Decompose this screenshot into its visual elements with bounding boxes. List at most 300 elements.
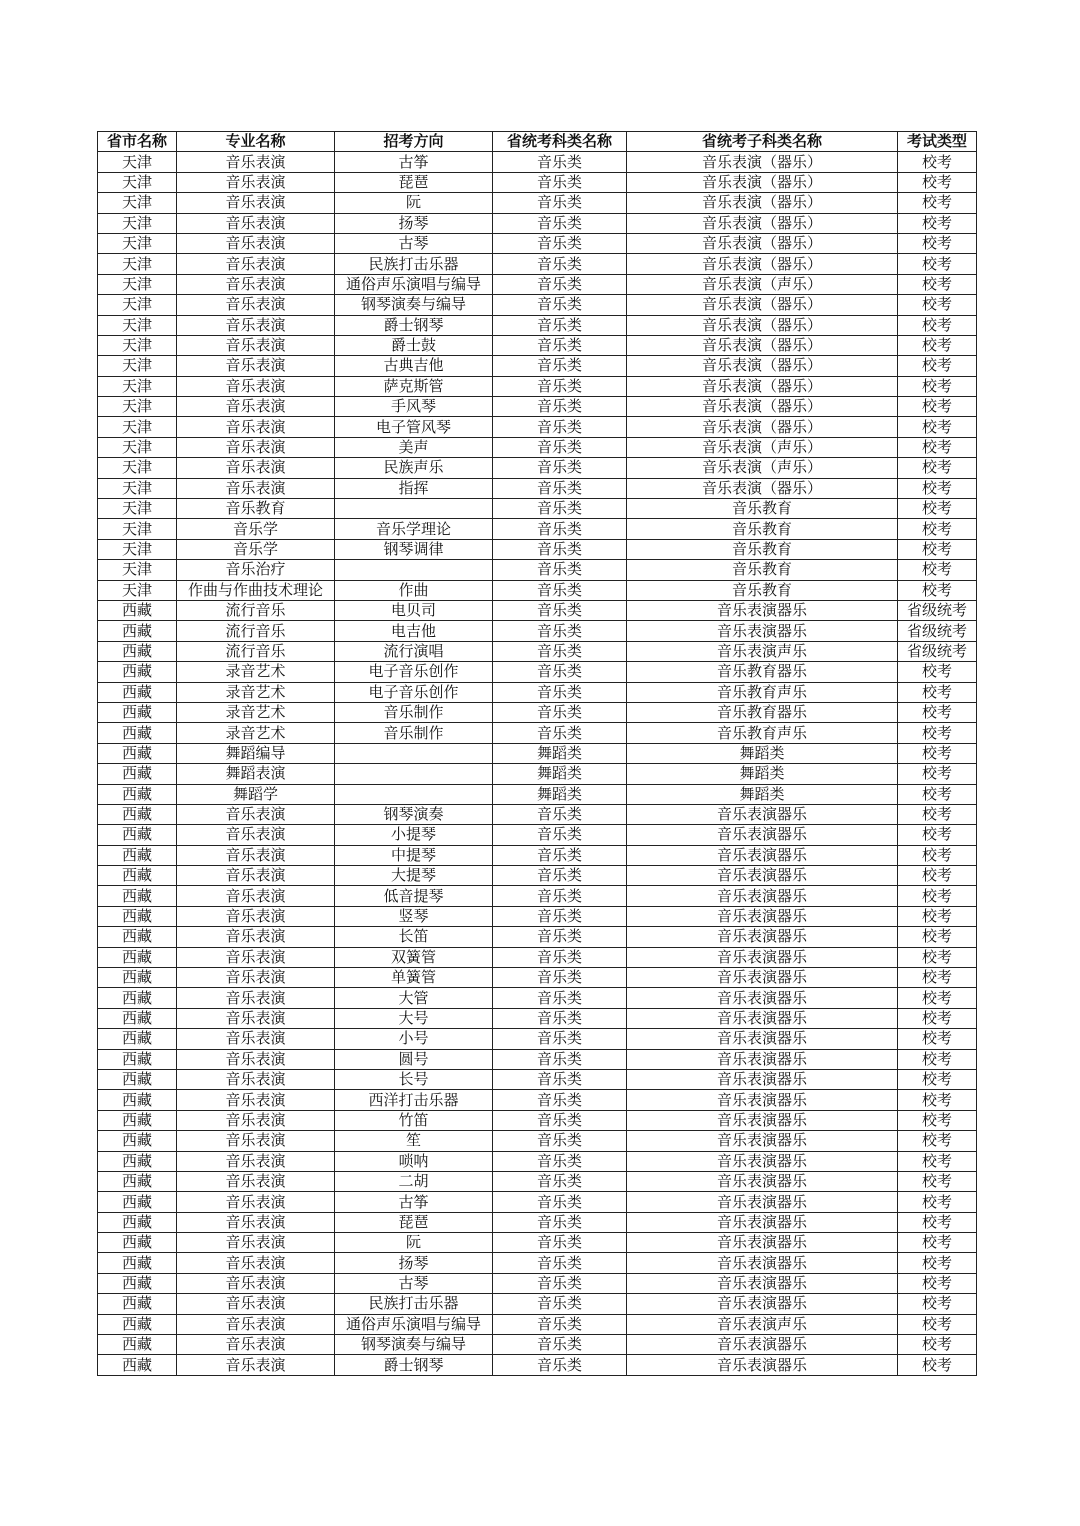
cell-major: 音乐表演	[177, 825, 335, 845]
cell-province: 天津	[98, 580, 177, 600]
cell-subcategory: 音乐表演器乐	[627, 1029, 898, 1049]
cell-province: 西藏	[98, 1212, 177, 1232]
table-row	[98, 1049, 977, 1069]
cell-category: 音乐类	[493, 662, 627, 682]
cell-subcategory: 音乐表演（器乐）	[627, 152, 898, 172]
cell-direction: 阮	[335, 193, 493, 213]
cell-category: 音乐类	[493, 172, 627, 192]
table-row	[98, 927, 977, 947]
cell-major: 音乐表演	[177, 1212, 335, 1232]
cell-category: 音乐类	[493, 1090, 627, 1110]
cell-direction: 电吉他	[335, 621, 493, 641]
cell-direction: 音乐制作	[335, 723, 493, 743]
cell-category: 舞蹈类	[493, 764, 627, 784]
cell-exam-type: 校考	[898, 233, 977, 253]
table-row	[98, 499, 977, 519]
cell-subcategory: 舞蹈类	[627, 784, 898, 804]
cell-category: 音乐类	[493, 1212, 627, 1232]
cell-category: 音乐类	[493, 1171, 627, 1191]
cell-category: 音乐类	[493, 702, 627, 722]
cell-subcategory: 音乐表演器乐	[627, 1192, 898, 1212]
cell-major: 流行音乐	[177, 621, 335, 641]
cell-category: 音乐类	[493, 621, 627, 641]
cell-exam-type: 校考	[898, 335, 977, 355]
cell-direction: 民族声乐	[335, 458, 493, 478]
cell-direction: 大号	[335, 1008, 493, 1028]
col-header-province: 省市名称	[98, 132, 177, 152]
cell-direction: 电贝司	[335, 600, 493, 620]
table-row	[98, 315, 977, 335]
cell-category: 音乐类	[493, 886, 627, 906]
cell-major: 音乐表演	[177, 1049, 335, 1069]
cell-subcategory: 音乐表演（声乐）	[627, 274, 898, 294]
cell-direction: 古典吉他	[335, 356, 493, 376]
cell-major: 音乐表演	[177, 1029, 335, 1049]
cell-major: 音乐表演	[177, 417, 335, 437]
cell-major: 音乐表演	[177, 1110, 335, 1130]
cell-subcategory: 音乐教育	[627, 560, 898, 580]
cell-subcategory: 音乐表演器乐	[627, 1273, 898, 1293]
cell-direction	[335, 560, 493, 580]
cell-category: 音乐类	[493, 866, 627, 886]
table-row	[98, 274, 977, 294]
cell-category: 音乐类	[493, 274, 627, 294]
cell-exam-type: 校考	[898, 743, 977, 763]
cell-province: 天津	[98, 458, 177, 478]
cell-province: 天津	[98, 193, 177, 213]
cell-direction: 圆号	[335, 1049, 493, 1069]
cell-province: 西藏	[98, 723, 177, 743]
cell-major: 音乐表演	[177, 356, 335, 376]
cell-subcategory: 音乐表演器乐	[627, 1171, 898, 1191]
cell-province: 西藏	[98, 845, 177, 865]
cell-subcategory: 音乐表演（声乐）	[627, 437, 898, 457]
table-row	[98, 1273, 977, 1293]
cell-province: 西藏	[98, 1171, 177, 1191]
cell-province: 西藏	[98, 1253, 177, 1273]
cell-category: 音乐类	[493, 682, 627, 702]
cell-exam-type: 校考	[898, 1355, 977, 1375]
cell-major: 音乐表演	[177, 193, 335, 213]
cell-province: 西藏	[98, 1233, 177, 1253]
cell-province: 西藏	[98, 1029, 177, 1049]
cell-category: 音乐类	[493, 233, 627, 253]
cell-exam-type: 校考	[898, 519, 977, 539]
cell-major: 音乐表演	[177, 968, 335, 988]
cell-province: 天津	[98, 560, 177, 580]
cell-category: 音乐类	[493, 193, 627, 213]
cell-category: 音乐类	[493, 1049, 627, 1069]
cell-exam-type: 校考	[898, 254, 977, 274]
cell-province: 西藏	[98, 947, 177, 967]
cell-province: 西藏	[98, 743, 177, 763]
cell-category: 音乐类	[493, 1069, 627, 1089]
cell-major: 音乐表演	[177, 295, 335, 315]
cell-exam-type: 校考	[898, 927, 977, 947]
cell-province: 西藏	[98, 1049, 177, 1069]
cell-direction: 竹笛	[335, 1110, 493, 1130]
cell-exam-type: 校考	[898, 499, 977, 519]
cell-direction: 作曲	[335, 580, 493, 600]
cell-exam-type: 校考	[898, 1008, 977, 1028]
cell-subcategory: 音乐教育	[627, 499, 898, 519]
cell-subcategory: 音乐表演器乐	[627, 906, 898, 926]
cell-province: 西藏	[98, 886, 177, 906]
cell-subcategory: 舞蹈类	[627, 743, 898, 763]
table-row	[98, 804, 977, 824]
cell-exam-type: 校考	[898, 1253, 977, 1273]
cell-category: 音乐类	[493, 1253, 627, 1273]
cell-province: 西藏	[98, 1110, 177, 1130]
cell-exam-type: 校考	[898, 1029, 977, 1049]
cell-major: 舞蹈表演	[177, 764, 335, 784]
cell-category: 音乐类	[493, 1008, 627, 1028]
cell-direction: 音乐制作	[335, 702, 493, 722]
table-row	[98, 519, 977, 539]
cell-exam-type: 校考	[898, 1233, 977, 1253]
cell-exam-type: 校考	[898, 397, 977, 417]
cell-subcategory: 音乐教育	[627, 580, 898, 600]
cell-subcategory: 音乐表演（器乐）	[627, 478, 898, 498]
table-row	[98, 743, 977, 763]
cell-category: 音乐类	[493, 397, 627, 417]
cell-subcategory: 音乐表演器乐	[627, 927, 898, 947]
cell-exam-type: 校考	[898, 845, 977, 865]
cell-major: 音乐表演	[177, 213, 335, 233]
cell-province: 天津	[98, 335, 177, 355]
table-row	[98, 662, 977, 682]
cell-province: 天津	[98, 315, 177, 335]
cell-direction: 古筝	[335, 152, 493, 172]
cell-province: 西藏	[98, 1131, 177, 1151]
cell-province: 西藏	[98, 1355, 177, 1375]
cell-major: 音乐表演	[177, 335, 335, 355]
cell-exam-type: 校考	[898, 702, 977, 722]
cell-major: 音乐表演	[177, 988, 335, 1008]
cell-direction: 钢琴演奏	[335, 804, 493, 824]
cell-subcategory: 音乐表演器乐	[627, 1131, 898, 1151]
table-row	[98, 295, 977, 315]
cell-direction: 扬琴	[335, 213, 493, 233]
cell-exam-type: 校考	[898, 662, 977, 682]
cell-major: 音乐表演	[177, 1171, 335, 1191]
cell-exam-type: 校考	[898, 213, 977, 233]
table-row	[98, 1069, 977, 1089]
cell-major: 录音艺术	[177, 723, 335, 743]
cell-province: 西藏	[98, 968, 177, 988]
cell-exam-type: 校考	[898, 886, 977, 906]
cell-subcategory: 音乐表演器乐	[627, 947, 898, 967]
cell-major: 音乐表演	[177, 233, 335, 253]
cell-category: 音乐类	[493, 845, 627, 865]
cell-subcategory: 音乐表演器乐	[627, 1110, 898, 1130]
cell-subcategory: 音乐表演器乐	[627, 1212, 898, 1232]
cell-subcategory: 音乐表演（器乐）	[627, 376, 898, 396]
cell-category: 音乐类	[493, 499, 627, 519]
cell-exam-type: 校考	[898, 825, 977, 845]
cell-province: 西藏	[98, 906, 177, 926]
cell-direction: 通俗声乐演唱与编导	[335, 274, 493, 294]
cell-major: 音乐表演	[177, 1090, 335, 1110]
table-row	[98, 437, 977, 457]
cell-province: 西藏	[98, 1151, 177, 1171]
cell-category: 音乐类	[493, 437, 627, 457]
cell-direction: 古琴	[335, 1273, 493, 1293]
table-row	[98, 1151, 977, 1171]
cell-province: 天津	[98, 519, 177, 539]
cell-major: 流行音乐	[177, 641, 335, 661]
table-row	[98, 702, 977, 722]
cell-province: 西藏	[98, 641, 177, 661]
cell-subcategory: 音乐表演器乐	[627, 1008, 898, 1028]
table-row	[98, 478, 977, 498]
table-row	[98, 723, 977, 743]
cell-direction: 钢琴演奏与编导	[335, 1335, 493, 1355]
cell-subcategory: 音乐表演（器乐）	[627, 213, 898, 233]
cell-major: 录音艺术	[177, 702, 335, 722]
cell-category: 音乐类	[493, 478, 627, 498]
cell-exam-type: 校考	[898, 580, 977, 600]
cell-major: 音乐表演	[177, 1151, 335, 1171]
cell-exam-type: 校考	[898, 1294, 977, 1314]
cell-category: 音乐类	[493, 968, 627, 988]
cell-exam-type: 校考	[898, 947, 977, 967]
cell-direction: 小提琴	[335, 825, 493, 845]
table-row	[98, 825, 977, 845]
table-row	[98, 886, 977, 906]
cell-major: 音乐表演	[177, 1335, 335, 1355]
cell-major: 音乐表演	[177, 172, 335, 192]
cell-major: 音乐表演	[177, 1355, 335, 1375]
cell-direction	[335, 784, 493, 804]
table-row	[98, 1008, 977, 1028]
cell-exam-type: 校考	[898, 356, 977, 376]
cell-province: 天津	[98, 376, 177, 396]
cell-subcategory: 音乐表演器乐	[627, 1151, 898, 1171]
cell-direction	[335, 764, 493, 784]
cell-exam-type: 校考	[898, 804, 977, 824]
cell-exam-type: 校考	[898, 1212, 977, 1232]
table-row	[98, 172, 977, 192]
cell-subcategory: 音乐教育器乐	[627, 702, 898, 722]
cell-major: 作曲与作曲技术理论	[177, 580, 335, 600]
col-header-major: 专业名称	[177, 132, 335, 152]
cell-exam-type: 校考	[898, 295, 977, 315]
table-row	[98, 152, 977, 172]
table-row	[98, 356, 977, 376]
cell-subcategory: 音乐表演器乐	[627, 886, 898, 906]
cell-direction: 阮	[335, 1233, 493, 1253]
cell-direction: 萨克斯管	[335, 376, 493, 396]
cell-direction: 笙	[335, 1131, 493, 1151]
cell-category: 音乐类	[493, 1029, 627, 1049]
cell-category: 音乐类	[493, 519, 627, 539]
cell-direction: 钢琴演奏与编导	[335, 295, 493, 315]
cell-major: 音乐表演	[177, 866, 335, 886]
cell-direction: 单簧管	[335, 968, 493, 988]
cell-direction: 爵士钢琴	[335, 1355, 493, 1375]
cell-province: 天津	[98, 478, 177, 498]
cell-exam-type: 校考	[898, 172, 977, 192]
cell-subcategory: 音乐表演器乐	[627, 621, 898, 641]
cell-exam-type: 校考	[898, 478, 977, 498]
cell-major: 音乐表演	[177, 1131, 335, 1151]
table-row	[98, 968, 977, 988]
cell-category: 音乐类	[493, 356, 627, 376]
cell-province: 天津	[98, 274, 177, 294]
cell-province: 天津	[98, 417, 177, 437]
cell-subcategory: 音乐表演（声乐）	[627, 458, 898, 478]
cell-exam-type: 校考	[898, 152, 977, 172]
cell-subcategory: 音乐表演器乐	[627, 1294, 898, 1314]
cell-subcategory: 音乐表演器乐	[627, 968, 898, 988]
cell-major: 音乐表演	[177, 845, 335, 865]
cell-subcategory: 音乐表演器乐	[627, 988, 898, 1008]
table-row	[98, 1233, 977, 1253]
cell-exam-type: 校考	[898, 1171, 977, 1191]
cell-province: 西藏	[98, 784, 177, 804]
cell-exam-type: 校考	[898, 274, 977, 294]
cell-subcategory: 音乐表演器乐	[627, 1049, 898, 1069]
cell-category: 音乐类	[493, 600, 627, 620]
cell-direction: 大提琴	[335, 866, 493, 886]
cell-direction: 爵士钢琴	[335, 315, 493, 335]
cell-subcategory: 音乐表演器乐	[627, 600, 898, 620]
cell-major: 音乐表演	[177, 1294, 335, 1314]
cell-direction: 民族打击乐器	[335, 254, 493, 274]
table-row	[98, 254, 977, 274]
cell-exam-type: 校考	[898, 988, 977, 1008]
cell-subcategory: 音乐教育	[627, 539, 898, 559]
cell-subcategory: 音乐表演器乐	[627, 1069, 898, 1089]
cell-category: 音乐类	[493, 641, 627, 661]
cell-category: 音乐类	[493, 804, 627, 824]
cell-category: 音乐类	[493, 1314, 627, 1334]
cell-subcategory: 音乐表演（器乐）	[627, 193, 898, 213]
table-row	[98, 1212, 977, 1232]
cell-category: 音乐类	[493, 1151, 627, 1171]
cell-category: 音乐类	[493, 906, 627, 926]
cell-direction: 古琴	[335, 233, 493, 253]
cell-direction: 音乐学理论	[335, 519, 493, 539]
table-row	[98, 233, 977, 253]
cell-major: 音乐表演	[177, 376, 335, 396]
cell-direction: 电子管风琴	[335, 417, 493, 437]
cell-direction: 双簧管	[335, 947, 493, 967]
cell-direction: 唢呐	[335, 1151, 493, 1171]
cell-direction	[335, 743, 493, 763]
cell-subcategory: 音乐表演声乐	[627, 641, 898, 661]
table-row	[98, 947, 977, 967]
cell-subcategory: 音乐表演器乐	[627, 1233, 898, 1253]
cell-major: 舞蹈学	[177, 784, 335, 804]
cell-direction: 扬琴	[335, 1253, 493, 1273]
cell-major: 音乐表演	[177, 152, 335, 172]
cell-category: 音乐类	[493, 539, 627, 559]
table-body	[98, 152, 977, 1375]
cell-province: 西藏	[98, 1314, 177, 1334]
cell-subcategory: 音乐表演器乐	[627, 825, 898, 845]
table-row	[98, 560, 977, 580]
cell-province: 西藏	[98, 600, 177, 620]
table-row	[98, 1192, 977, 1212]
cell-province: 天津	[98, 539, 177, 559]
cell-direction: 流行演唱	[335, 641, 493, 661]
cell-category: 音乐类	[493, 1273, 627, 1293]
table-row	[98, 397, 977, 417]
cell-major: 音乐表演	[177, 1069, 335, 1089]
cell-direction: 竖琴	[335, 906, 493, 926]
cell-category: 音乐类	[493, 315, 627, 335]
cell-category: 音乐类	[493, 560, 627, 580]
cell-province: 天津	[98, 172, 177, 192]
cell-province: 西藏	[98, 702, 177, 722]
cell-province: 天津	[98, 254, 177, 274]
cell-direction: 长笛	[335, 927, 493, 947]
cell-exam-type: 校考	[898, 723, 977, 743]
cell-direction: 古筝	[335, 1192, 493, 1212]
cell-subcategory: 音乐表演（器乐）	[627, 295, 898, 315]
cell-major: 音乐表演	[177, 315, 335, 335]
table-row	[98, 1110, 977, 1130]
cell-exam-type: 校考	[898, 784, 977, 804]
table-row	[98, 764, 977, 784]
cell-major: 录音艺术	[177, 662, 335, 682]
col-header-exam-type: 考试类型	[898, 132, 977, 152]
cell-major: 音乐表演	[177, 458, 335, 478]
cell-major: 音乐表演	[177, 1273, 335, 1293]
cell-exam-type: 省级统考	[898, 600, 977, 620]
cell-exam-type: 校考	[898, 1069, 977, 1089]
cell-category: 音乐类	[493, 580, 627, 600]
table-row	[98, 213, 977, 233]
cell-direction: 低音提琴	[335, 886, 493, 906]
cell-direction: 民族打击乐器	[335, 1294, 493, 1314]
cell-subcategory: 音乐表演器乐	[627, 845, 898, 865]
cell-subcategory: 音乐表演器乐	[627, 1355, 898, 1375]
cell-category: 音乐类	[493, 1335, 627, 1355]
table-row	[98, 600, 977, 620]
cell-exam-type: 校考	[898, 560, 977, 580]
cell-category: 音乐类	[493, 1355, 627, 1375]
cell-direction: 美声	[335, 437, 493, 457]
cell-subcategory: 音乐表演（器乐）	[627, 315, 898, 335]
cell-exam-type: 校考	[898, 1335, 977, 1355]
cell-subcategory: 音乐表演（器乐）	[627, 397, 898, 417]
table-row	[98, 988, 977, 1008]
cell-subcategory: 音乐表演（器乐）	[627, 417, 898, 437]
cell-province: 西藏	[98, 866, 177, 886]
cell-category: 音乐类	[493, 927, 627, 947]
cell-category: 音乐类	[493, 1131, 627, 1151]
cell-direction: 西洋打击乐器	[335, 1090, 493, 1110]
cell-major: 音乐学	[177, 519, 335, 539]
cell-direction: 通俗声乐演唱与编导	[335, 1314, 493, 1334]
table-row	[98, 580, 977, 600]
cell-direction: 爵士鼓	[335, 335, 493, 355]
cell-subcategory: 音乐表演器乐	[627, 1090, 898, 1110]
cell-category: 音乐类	[493, 295, 627, 315]
cell-subcategory: 音乐教育器乐	[627, 662, 898, 682]
cell-direction	[335, 499, 493, 519]
cell-major: 音乐学	[177, 539, 335, 559]
cell-direction: 电子音乐创作	[335, 662, 493, 682]
table-row	[98, 1314, 977, 1334]
cell-subcategory: 音乐表演器乐	[627, 866, 898, 886]
cell-major: 音乐表演	[177, 1008, 335, 1028]
cell-exam-type: 校考	[898, 1131, 977, 1151]
cell-province: 西藏	[98, 764, 177, 784]
